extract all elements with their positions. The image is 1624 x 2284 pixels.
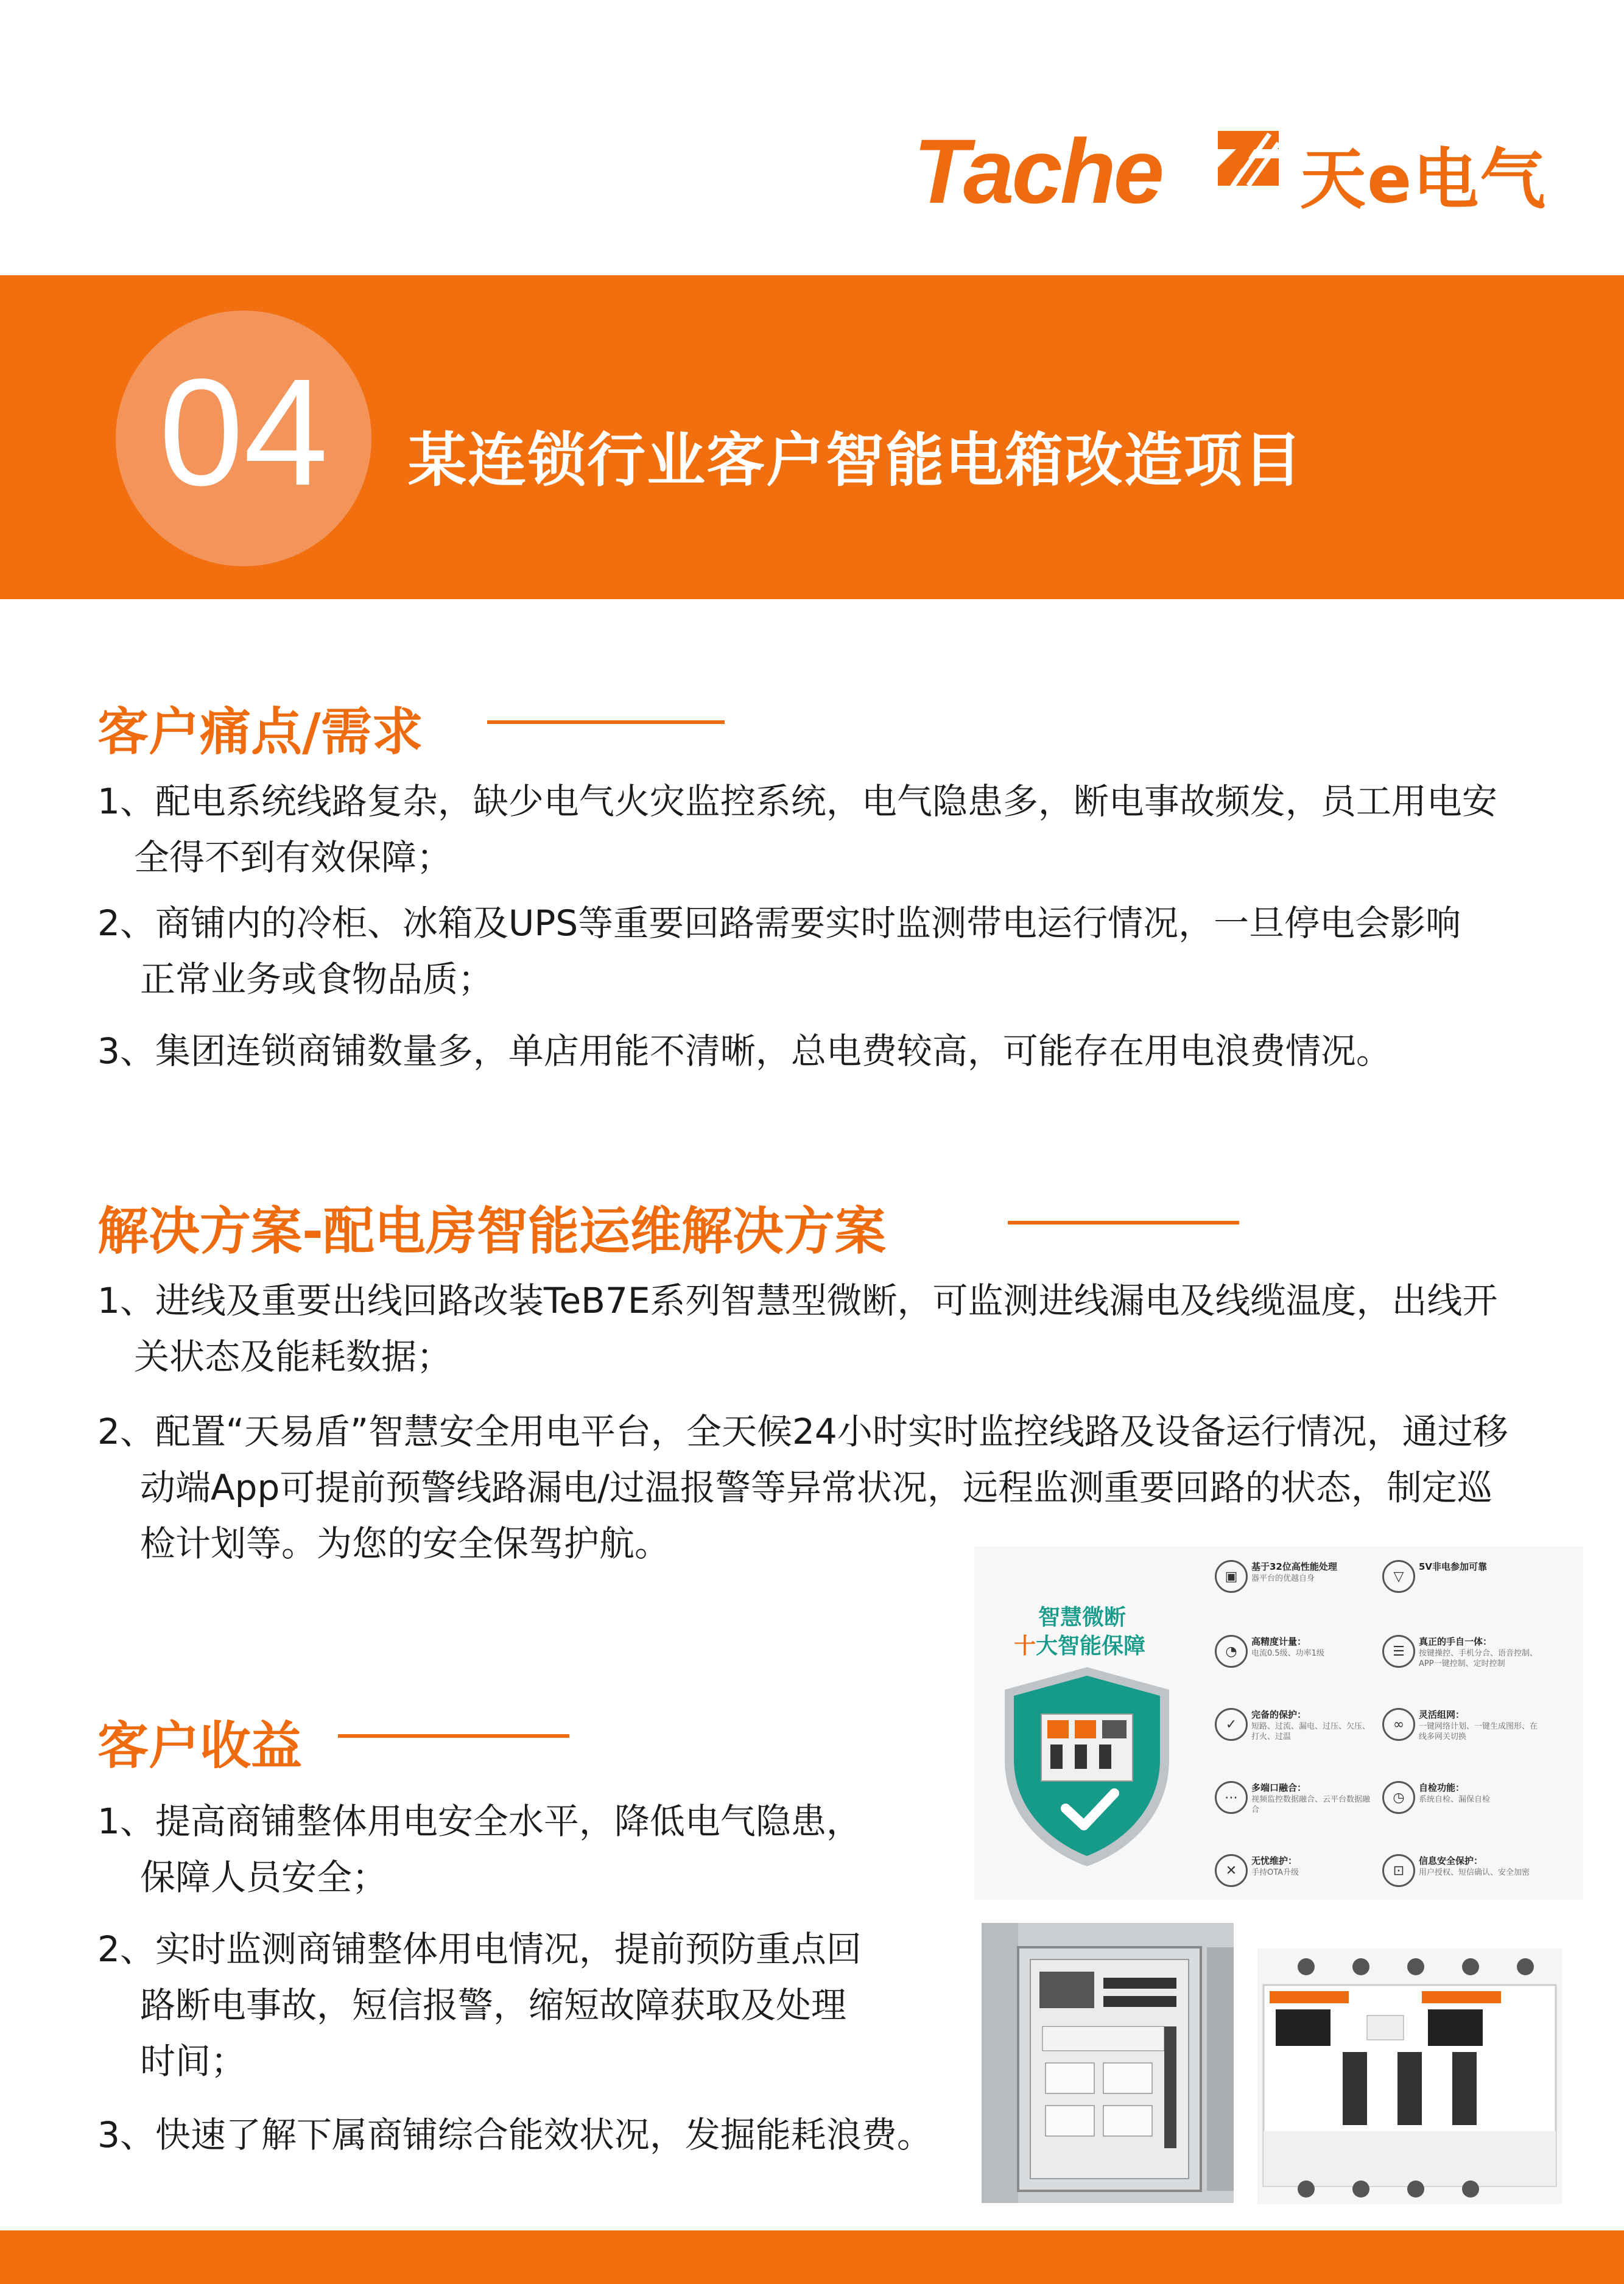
chip-icon: ▣ <box>1215 1560 1248 1593</box>
shield-title-line2: 十大智能保障 <box>1014 1634 1146 1659</box>
port-icon: ⋯ <box>1215 1781 1248 1814</box>
voltage-icon: ▽ <box>1382 1560 1415 1593</box>
shield-check-icon: ✓ <box>1215 1708 1248 1741</box>
remote-icon: ☰ <box>1382 1635 1415 1668</box>
tools-icon: ✕ <box>1215 1854 1248 1887</box>
lock-icon: ⊡ <box>1382 1854 1415 1887</box>
brand-logo-cn: 天e电气 <box>1300 142 1547 218</box>
shield-title-line1: 智慧微断 <box>1038 1605 1127 1630</box>
solution-section-rule <box>1008 1221 1239 1225</box>
brand-logo-mark-icon <box>1212 125 1285 192</box>
project-number: 04 <box>158 347 329 517</box>
benefit-section-rule <box>338 1734 569 1738</box>
benefit-item-2: 2、实时监测商铺整体用电情况，提前预防重点回 路断电事故，短信报警，缩短故障获取及处理 时间； <box>97 1928 862 2082</box>
benefit-item-3: 3、快速了解下属商铺综合能效状况，发掘能耗浪费。 <box>97 2114 932 2156</box>
gauge-icon: ◔ <box>1215 1635 1248 1668</box>
shield-breaker-icon <box>999 1662 1175 1869</box>
solution-section-title: 解决方案-配电房智能运维解决方案 <box>97 1201 886 1261</box>
pain-item-2: 2、商铺内的冷柜、冰箱及UPS等重要回路需要实时监测带电运行情况，一旦停电会影响 正常业务或食物品质； <box>97 902 1461 1000</box>
page-title: 某连锁行业客户智能电箱改造项目 <box>408 426 1303 494</box>
smart-breaker-photo <box>1257 1948 1562 2204</box>
selfcheck-icon: ◷ <box>1382 1781 1415 1814</box>
pain-item-3: 3、集团连锁商铺数量多，单店用能不清晰，总电费较高，可能存在用电浪费情况。 <box>97 1030 1391 1072</box>
link-icon: ∞ <box>1382 1708 1415 1741</box>
solution-item-2: 2、配置“天易盾”智慧安全用电平台，全天候24小时实时监控线路及设备运行情况，通过移 动端App可提前预警线路漏电/过温报警等异常状况，远程监测重要回路的状态，制定巡 检计划等。为您的安全保驾护航。 <box>97 1411 1508 1564</box>
distribution-box-photo <box>982 1923 1234 2203</box>
pain-section-rule <box>487 720 725 724</box>
pain-item-1: 1、配电系统线路复杂，缺少电气火灾监控系统，电气隐患多，断电事故频发，员工用电安 全得不到有效保障； <box>97 781 1497 878</box>
footer-band <box>0 2230 1624 2284</box>
benefit-section-title: 客户收益 <box>97 1716 303 1776</box>
brand-logo-text: Tache <box>913 120 1162 222</box>
solution-item-1: 1、进线及重要出线回路改装TeB7E系列智慧型微断，可监测进线漏电及线缆温度，出线开 关状态及能耗数据； <box>97 1280 1498 1377</box>
pain-section-title: 客户痛点/需求 <box>97 702 423 762</box>
benefit-item-1: 1、提高商铺整体用电安全水平，降低电气隐患， 保障人员安全； <box>97 1801 862 1898</box>
